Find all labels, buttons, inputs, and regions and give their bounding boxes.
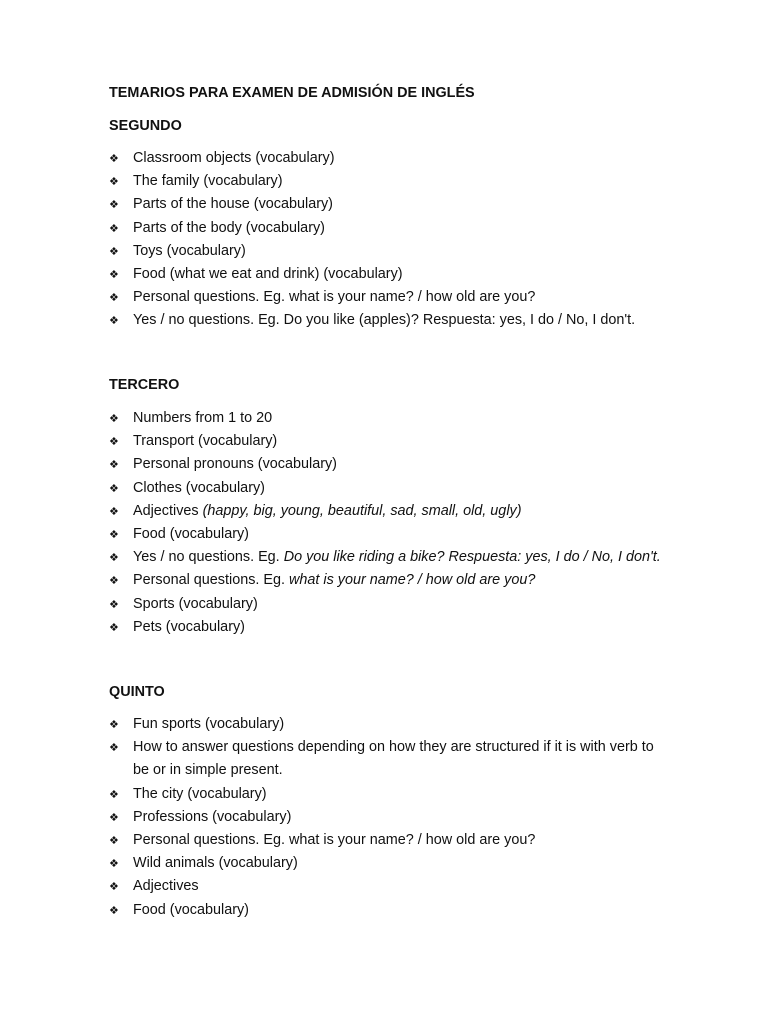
list-item: ❖ Fun sports (vocabulary)	[109, 713, 669, 736]
diamond-bullet-icon: ❖	[109, 880, 119, 894]
diamond-bullet-icon: ❖	[109, 903, 119, 917]
list-item: ❖ Personal pronouns (vocabulary)	[109, 453, 669, 476]
list-item: ❖ How to answer questions depending on how they are structured if it is with verb to be or in simple present.	[109, 736, 669, 782]
diamond-bullet-icon: ❖	[109, 152, 119, 165]
list-item: ❖ Food (vocabulary)	[109, 523, 669, 546]
diamond-bullet-icon: ❖	[109, 435, 119, 449]
section-heading-quinto: QUINTO	[109, 684, 165, 700]
section-heading-segundo: SEGUNDO	[109, 118, 182, 134]
diamond-bullet-icon: ❖	[109, 481, 119, 495]
list-item: ❖ Parts of the body (vocabulary)	[109, 217, 669, 240]
diamond-bullet-icon: ❖	[109, 504, 119, 518]
diamond-bullet-icon: ❖	[109, 458, 119, 472]
list-item: ❖ Toys (vocabulary)	[109, 240, 669, 263]
list-item: ❖ Yes / no questions. Eg. Do you like (apples)? Respuesta: yes, I do / No, I don't.	[109, 309, 669, 332]
document-title: TEMARIOS PARA EXAMEN DE ADMISIÓN DE INGLÉS	[109, 85, 475, 101]
list-item: ❖ The family (vocabulary)	[109, 170, 669, 193]
diamond-bullet-icon: ❖	[109, 314, 119, 328]
diamond-bullet-icon: ❖	[109, 291, 119, 305]
section-list-tercero	[109, 407, 669, 639]
section-list-segundo	[109, 147, 669, 333]
list-item: ❖ Classroom objects (vocabulary)	[109, 147, 669, 170]
diamond-bullet-icon: ❖	[109, 551, 119, 565]
list-item: ❖ Wild animals (vocabulary)	[109, 852, 669, 875]
list-item: ❖ Numbers from 1 to 20	[109, 407, 669, 430]
list-item: ❖ Personal questions. Eg. what is your name? / how old are you?	[109, 829, 669, 852]
list-item: ❖ Adjectives (happy, big, young, beautiful, sad, small, old, ugly)	[109, 500, 669, 523]
diamond-bullet-icon: ❖	[109, 834, 119, 848]
diamond-bullet-icon: ❖	[109, 718, 119, 731]
list-item: ❖ Pets (vocabulary)	[109, 616, 669, 639]
section-heading-tercero: TERCERO	[109, 377, 180, 393]
list-item: ❖ Personal questions. Eg. what is your name? / how old are you?	[109, 286, 669, 309]
list-item: ❖ Parts of the house (vocabulary)	[109, 193, 669, 216]
diamond-bullet-icon: ❖	[109, 620, 119, 634]
diamond-bullet-icon: ❖	[109, 175, 119, 189]
diamond-bullet-icon: ❖	[109, 244, 119, 258]
diamond-bullet-icon: ❖	[109, 597, 119, 611]
list-item: ❖ Food (vocabulary)	[109, 899, 669, 922]
list-item: ❖ Professions (vocabulary)	[109, 806, 669, 829]
diamond-bullet-icon: ❖	[109, 528, 119, 542]
list-item: ❖ Yes / no questions. Eg. Do you like riding a bike? Respuesta: yes, I do / No, I don't.	[109, 546, 669, 569]
list-item: ❖ Transport (vocabulary)	[109, 430, 669, 453]
list-item: ❖ Sports (vocabulary)	[109, 593, 669, 616]
diamond-bullet-icon: ❖	[109, 268, 119, 282]
list-item: ❖ Personal questions. Eg. what is your name? / how old are you?	[109, 569, 669, 592]
diamond-bullet-icon: ❖	[109, 787, 119, 801]
diamond-bullet-icon: ❖	[109, 412, 119, 425]
list-item: ❖ Food (what we eat and drink) (vocabulary)	[109, 263, 669, 286]
diamond-bullet-icon: ❖	[109, 574, 119, 588]
diamond-bullet-icon: ❖	[109, 810, 119, 824]
diamond-bullet-icon: ❖	[109, 198, 119, 212]
list-item: ❖ Adjectives	[109, 875, 669, 898]
list-item: ❖ The city (vocabulary)	[109, 783, 669, 806]
list-item: ❖ Clothes (vocabulary)	[109, 477, 669, 500]
diamond-bullet-icon: ❖	[109, 741, 119, 755]
diamond-bullet-icon: ❖	[109, 857, 119, 871]
section-list-quinto	[109, 713, 669, 922]
diamond-bullet-icon: ❖	[109, 221, 119, 235]
